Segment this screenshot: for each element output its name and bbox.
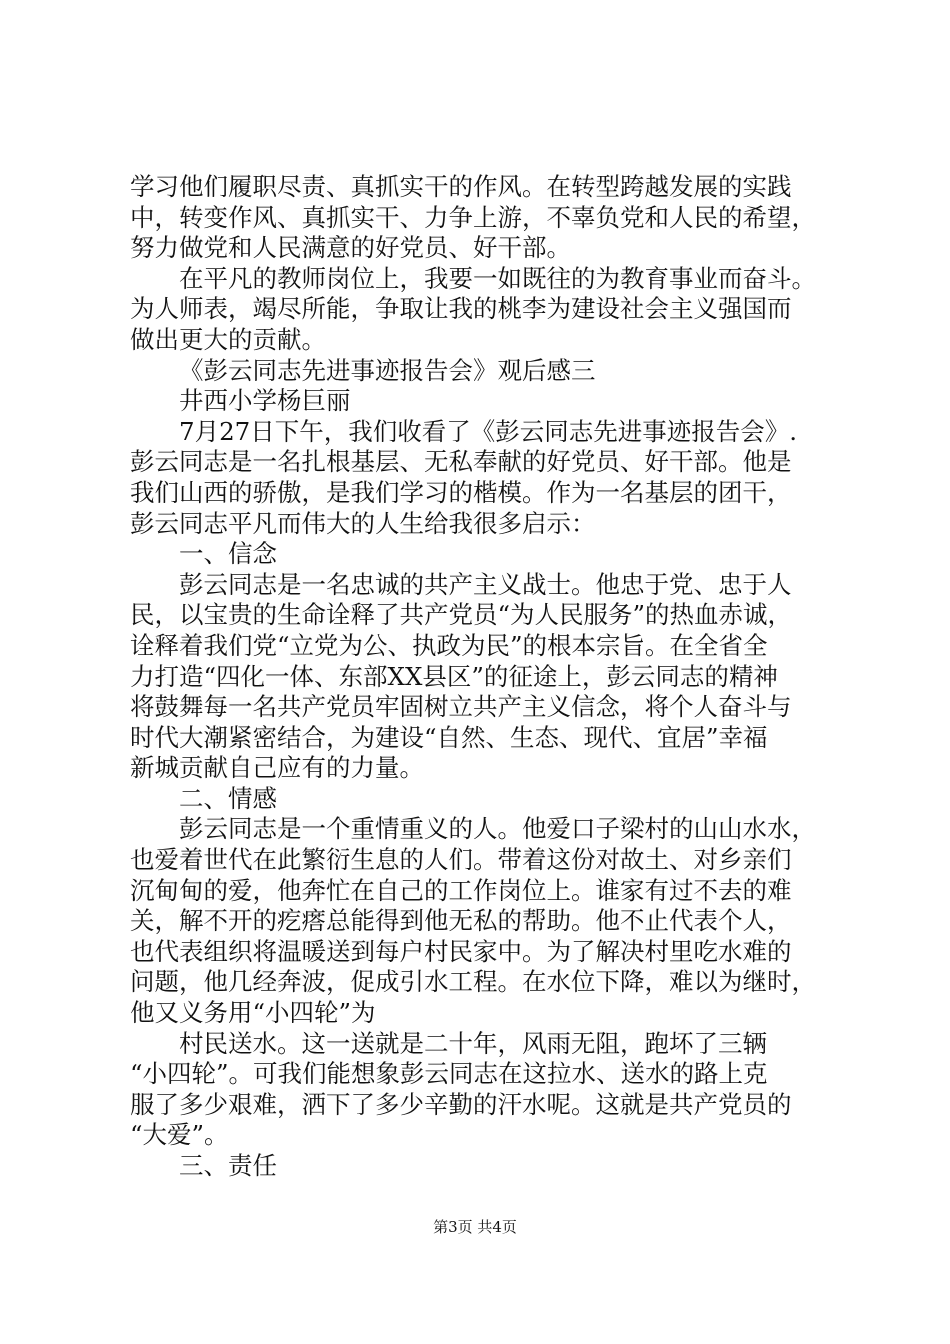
text-line: 新城贡献自己应有的力量。: [130, 753, 424, 783]
text-line: 井西小学杨巨丽: [179, 386, 351, 416]
text-line: 二、情感: [179, 783, 277, 813]
text-line: 彭云同志平凡而伟大的人生给我很多启示：: [130, 508, 596, 538]
text-line: 也代表组织将温暖送到每户村民家中。为了解决村里吃水难的: [130, 936, 792, 966]
text-line: 一、信念: [179, 539, 277, 569]
text-line: “小四轮”。可我们能想象彭云同志在这拉水、送水的路上克: [130, 1059, 768, 1089]
text-line: 努力做党和人民满意的好党员、好干部。: [130, 233, 571, 263]
text-line: 力打造“四化一体、东部XX县区”的征途上，彭云同志的精神: [130, 661, 778, 691]
text-line: 彭云同志是一名扎根基层、无私奉献的好党员、好干部。他是: [130, 447, 792, 477]
text-line: 关，解不开的疙瘩总能得到他无私的帮助。他不止代表个人，: [130, 906, 792, 936]
text-line: 也爱着世代在此繁衍生息的人们。带着这份对故土、对乡亲们: [130, 845, 792, 875]
text-line: 彭云同志是一个重情重义的人。他爱口子梁村的山山水水，: [179, 814, 816, 844]
text-line: 中，转变作风、真抓实干、力争上游，不辜负党和人民的希望，: [130, 202, 816, 232]
text-line: 服了多少艰难，洒下了多少辛勤的汗水呢。这就是共产党员的: [130, 1089, 792, 1119]
text-line: 沉甸甸的爱，他奔忙在自己的工作岗位上。谁家有过不去的难: [130, 875, 792, 905]
text-line: 民，以宝贵的生命诠释了共产党员“为人民服务”的热血赤诚，: [130, 600, 793, 630]
text-line: 做出更大的贡献。: [130, 324, 326, 354]
text-line: 在平凡的教师岗位上，我要一如既往的为教育事业而奋斗。: [179, 263, 816, 293]
document-body: [130, 172, 850, 1182]
text-line: 为人师表，竭尽所能，争取让我的桃李为建设社会主义强国而: [130, 294, 792, 324]
text-line: 时代大潮紧密结合，为建设“自然、生态、现代、宜居”幸福: [130, 722, 768, 752]
page-number-label: 第3页 共4页: [433, 1218, 517, 1236]
text-line: 问题，他几经奔波，促成引水工程。在水位下降，难以为继时，: [130, 967, 816, 997]
text-line: 他又义务用“小四轮”为: [130, 998, 376, 1028]
page-footer: [0, 1217, 950, 1237]
text-line: 三、责任: [179, 1151, 277, 1180]
text-line: 《彭云同志先进事迹报告会》观后感三: [179, 355, 596, 385]
text-line: 7月27日下午，我们收看了《彭云同志先进事迹报告会》.: [179, 416, 798, 446]
text-line: 村民送水。这一送就是二十年，风雨无阻，跑坏了三辆: [179, 1028, 767, 1058]
text-line: 我们山西的骄傲，是我们学习的楷模。作为一名基层的团干，: [130, 477, 792, 507]
text-line: 诠释着我们党“立党为公、执政为民”的根本宗旨。在全省全: [130, 630, 768, 660]
text-line: “大爱”。: [130, 1120, 229, 1150]
text-line: 学习他们履职尽责、真抓实干的作风。在转型跨越发展的实践: [130, 172, 792, 201]
text-line: 彭云同志是一名忠诚的共产主义战士。他忠于党、忠于人: [179, 569, 792, 599]
text-line: 将鼓舞每一名共产党员牢固树立共产主义信念，将个人奋斗与: [130, 692, 792, 722]
